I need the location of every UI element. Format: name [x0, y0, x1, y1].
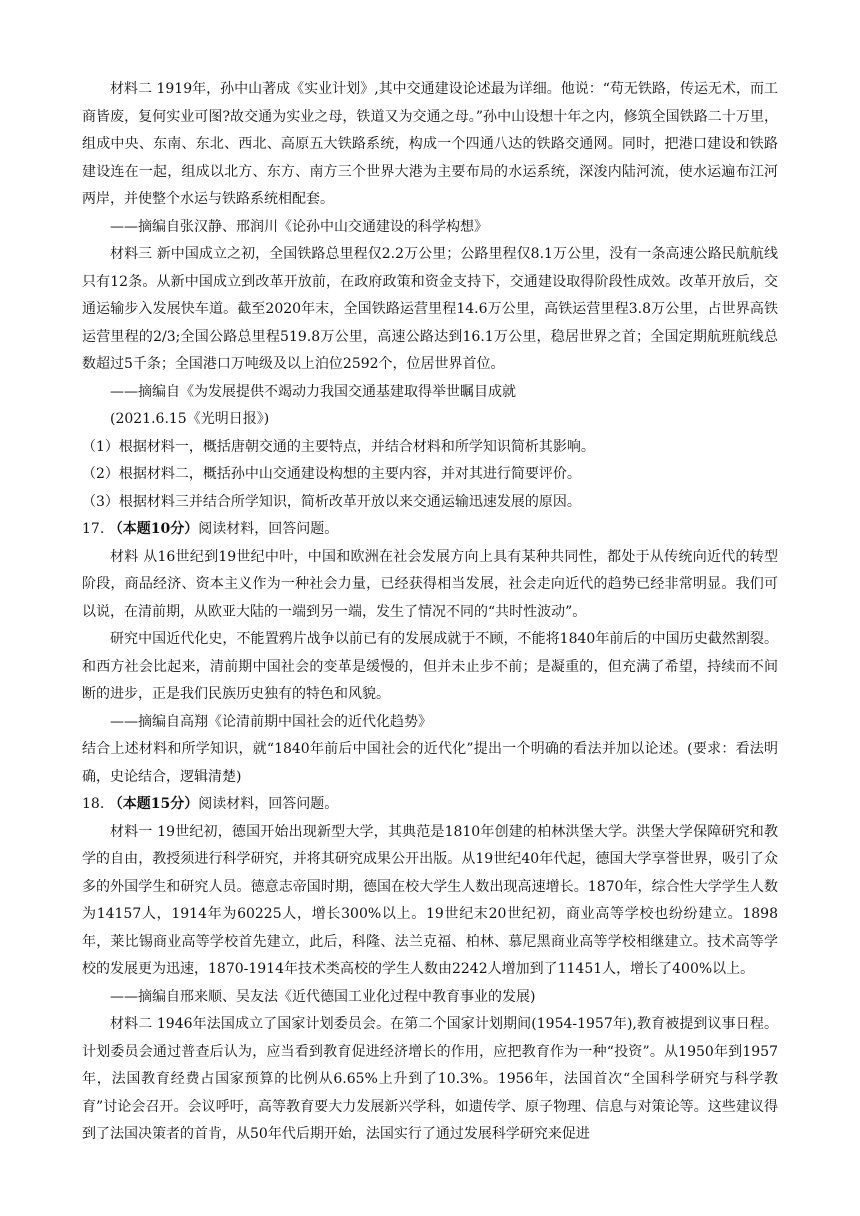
question-18-heading [82, 791, 778, 819]
question-score: （本题10分） [108, 521, 199, 537]
citation: ——摘编自《为发展提供不竭动力我国交通基建取得举世瞩目成就 [110, 383, 516, 400]
question-instruction: 阅读材料，回答问题。 [198, 796, 339, 812]
sub-question-1: （1）根据材料一，概括唐朝交通的主要特点，并结合材料和所学知识简析其影响。 [82, 438, 595, 455]
sub-question-2: （2）根据材料二，概括孙中山交通建设构想的主要内容，并对其进行简要评价。 [82, 466, 581, 482]
citation-source-date: (2021.6.15《光明日报》) [110, 411, 270, 427]
citation: ——摘编自高翔《论清前期中国社会的近代化趋势》 [110, 713, 432, 730]
question-score: （本题15分） [108, 796, 199, 812]
material-2-paragraph: 材料二 1919年，孙中山著成《实业计划》,其中交通建设论述最为详细。他说：“苟无铁路，传运无术，而工商皆废，复何实业可图?故交通为实业之母，铁道又为交通之母。”孙中山设想十年之内，修筑全国铁路二十万里，组成中央、东南、东北、西北、高原五大铁路系统，构成一个四通八达的铁路交通网。同时，把港口建设和铁路建设连在一起，组成以北方、东方、南方三个世界大港为主要布局的水运系统，深浚内陆河流，使水运遍布江河两岸，并使整个水运与铁路系统相配套。 [82, 81, 778, 207]
material-2-paragraph: 材料二 1946年法国成立了国家计划委员会。在第二个国家计划期间(1954-1957年),教育被提到议事日程。计划委员会通过普查后认为，应当看到教育促进经济增长的作用，应把教育作为一种“投资”。从1950年到1957年，法国教育经费占国家预算的比例从6.65%上升到了10.3%。1956年，法国首次“全国科学研究与科学教育”讨论会召开。会议呼吁，高等教育要大力发展新兴学科，如遗传学、原子物理、信息与对策论等。这些建议得到了法国决策者的首肯，从50年代后期开始，法国实行了通过发展科学研究来促进 [82, 1016, 778, 1142]
question-17-prompt: 结合上述材料和所学知识，就“1840年前后中国社会的近代化”提出一个明确的看法并加以论述。(要求：看法明确，史论结合，逻辑清楚) [82, 741, 778, 785]
question-17-heading [82, 516, 778, 544]
question-number: 17. [82, 521, 105, 537]
citation: ——摘编自张汉静、邢润川《论孙中山交通建设的科学构想》 [110, 218, 488, 235]
citation: ——摘编自邢来顺、吴友法《近代德国工业化过程中教育事业的发展) [110, 988, 536, 1005]
material-3-paragraph: 材料三 新中国成立之初，全国铁路总里程仅2.2万公里；公路里程仅8.1万公里，没有一条高速公路民航航线只有12条。从新中国成立到改革开放前，在政府政策和资金支持下，交通建设取得阶段性成效。改革开放后，交通运输步入发展快车道。截至2020年末，全国铁路运营里程14.6万公里，高铁运营里程3.8万公里，占世界高铁运营里程的2/3;全国公路总里程519.8万公里，高速公路达到16.1万公里，稳居世界之首；全国定期航班航线总数超过5千条；全国港口万吨级及以上泊位2592个，位居世界首位。 [82, 246, 778, 372]
material-1-paragraph: 材料一 19世纪初，德国开始出现新型大学，其典范是1810年创建的柏林洪堡大学。洪堡大学保障研究和教学的自由，教授须进行科学研究，并将其研究成果公开出版。从19世纪40年代起，德国大学享誉世界，吸引了众多的外国学生和研究人员。德意志帝国时期，德国在校大学生人数出现高速增长。1870年，综合性大学学生人数为14157人，1914年为60225人，增长300%以上。19世纪末20世纪初，商业高等学校也纷纷建立。1898年，莱比锡商业高等学校首先建立，此后，科隆、法兰克福、柏林、慕尼黑商业高等学校相继建立。技术高等学校的发展更为迅速，1870-1914年技术类高校的学生人数由2242人增加到了11451人，增长了400%以上。 [82, 823, 778, 977]
material-paragraph: 材料 从16世纪到19世纪中叶，中国和欧洲在社会发展方向上具有某种共同性，都处于从传统向近代的转型阶段，商品经济、资本主义作为一种社会力量，已经获得相当发展，社会走向近代的趋势已经非常明显。我们可以说，在清前期，从欧亚大陆的一端到另一端，发生了情况不同的“共时性波动”。 [82, 548, 778, 620]
question-instruction: 阅读材料，回答问题。 [198, 521, 339, 537]
question-number: 18. [82, 796, 105, 812]
material-paragraph: 研究中国近代化史，不能置鸦片战争以前已有的发展成就于不顾，不能将1840年前后的中国历史截然割裂。和西方社会比起来，清前期中国社会的变革是缓慢的，但并未止步不前；是凝重的，但充满了希望，持续而不间断的进步，正是我们民族历史独有的特色和风貌。 [82, 631, 778, 702]
sub-question-3: （3）根据材料三并结合所学知识，简析改革开放以来交通运输迅速发展的原因。 [82, 493, 581, 510]
